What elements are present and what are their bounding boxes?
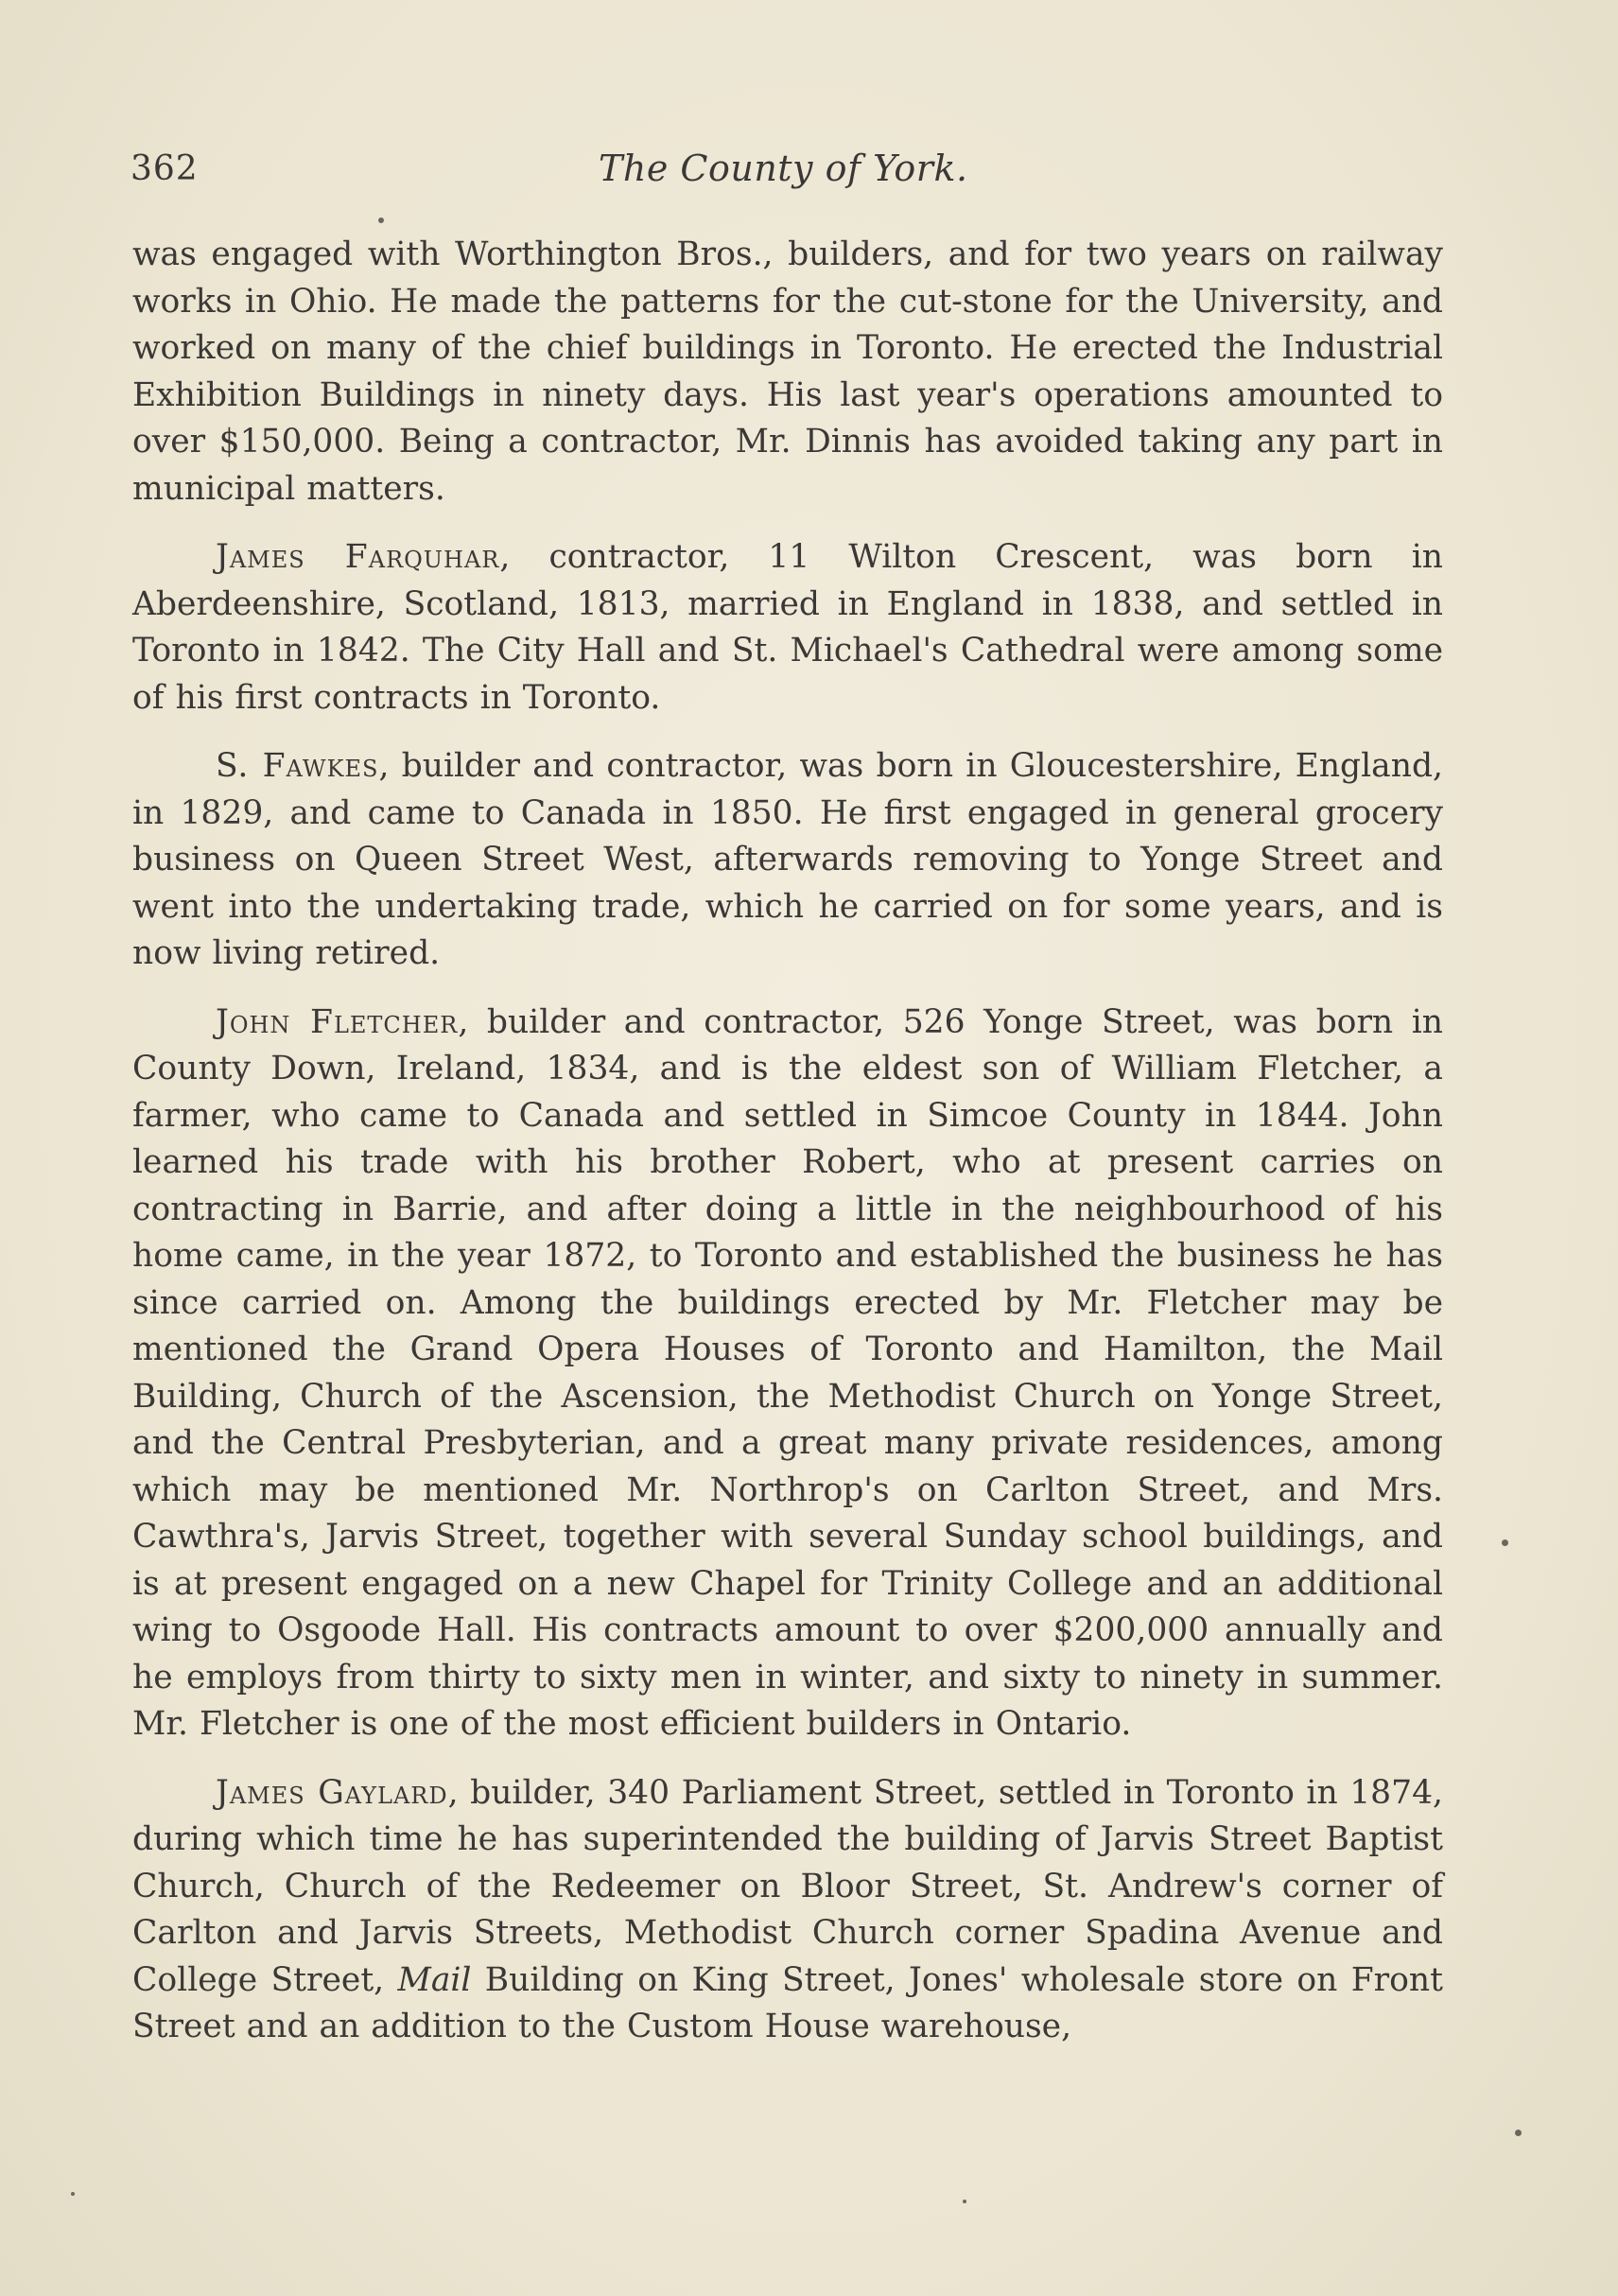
paragraph-text: , builder and contractor, was born in Gloucestershire, England, in 1829, and came to Canada in 1850. He first engaged in general grocery business on Queen Street West, afterwards removing to Yonge Street and went into the undertaking trade, which he carried on for some years, and is now living retired. — [132, 747, 1443, 972]
entry-name: S. Fawkes — [216, 747, 379, 785]
entry-name: James Gaylard — [216, 1773, 448, 1812]
paragraph-text: , contractor, 11 Wilton Crescent, was born in Aberdeenshire, Scotland, 1813, married in England in 1838, and settled in Toronto in 1842. The City Hall and St. Michael's Cathedral were among some of his first contracts in Toronto. — [132, 538, 1443, 717]
page-header — [130, 142, 1454, 199]
paragraph-s-fawkes — [132, 743, 1443, 978]
page-number: 362 — [130, 149, 199, 188]
paragraph-text: was engaged with Worthington Bros., builders, and for two years on railway works in Ohio. He made the patterns for the cut-stone for the University, and worked on many of the chief buildings in Toronto. He erected the Industrial Exhibition Buildings in ninety days. His last year's operations amounted to over $150,000. Being a contractor, Mr. Dinnis has avoided taking any part in municipal matters. — [132, 235, 1443, 508]
running-title: The County of York. — [599, 148, 968, 189]
paragraph-james-gaylard — [132, 1770, 1443, 2051]
paragraph-text: Building on King Street, Jones' wholesale store on Front Street and an addition to the Custom House warehouse, — [132, 1960, 1443, 2045]
paragraph-james-farquhar — [132, 534, 1443, 722]
paragraph-continuation — [132, 232, 1443, 513]
entry-name: James Farquhar — [216, 538, 500, 576]
paper-speck — [71, 2192, 75, 2196]
paper-speck — [1502, 1539, 1508, 1546]
paragraph-text: , builder and contractor, 526 Yonge Street, was born in County Down, Ireland, 1834, and is the eldest son of William Fletcher, a farmer, who came to Canada and settled in Simcoe County in 1844. John learned his trade with his brother Robert, who at present carries on contracting in Barrie, and after doing a little in the neighbourhood of his home came, in the year 1872, to Toronto and established the business he has since carried on. Among the buildings erected by Mr. Fletcher may be mentioned the Grand Opera Houses of Toronto and Hamilton, the Mail Building, Church of the Ascension, the Methodist Church on Yonge Street, and the Central Presbyterian, and a great many private residences, among which may be mentioned Mr. Northrop's on Carlton Street, and Mrs. Cawthra's, Jarvis Street, together with several Sunday school buildings, and is at present engaged on a new Chapel for Trinity College and an additional wing to Osgoode Hall. His contracts amount to over $200,000 annually and he employs from thirty to sixty men in winter, and sixty to ninety in summer. Mr. Fletcher is one of the most efficient builders in Ontario. — [132, 1002, 1443, 1743]
italic-title: Mail — [397, 1960, 472, 1999]
paragraph-text: , builder, 340 Parliament Street, settled in Toronto in 1874, during which time he has superintended the building of Jarvis Street Baptist Church, Church of the Redeemer on Bloor Street, St. Andrew's corner of Carlton and Jarvis Streets, Methodist Church corner Spadina Avenue and College Street, — [132, 1773, 1443, 1999]
paragraph-john-fletcher — [132, 1000, 1443, 1748]
paper-speck — [378, 217, 384, 223]
paper-speck — [1515, 2130, 1522, 2136]
entry-name: John Fletcher — [216, 1002, 459, 1041]
paper-speck — [963, 2200, 966, 2203]
body-text — [132, 232, 1443, 2073]
